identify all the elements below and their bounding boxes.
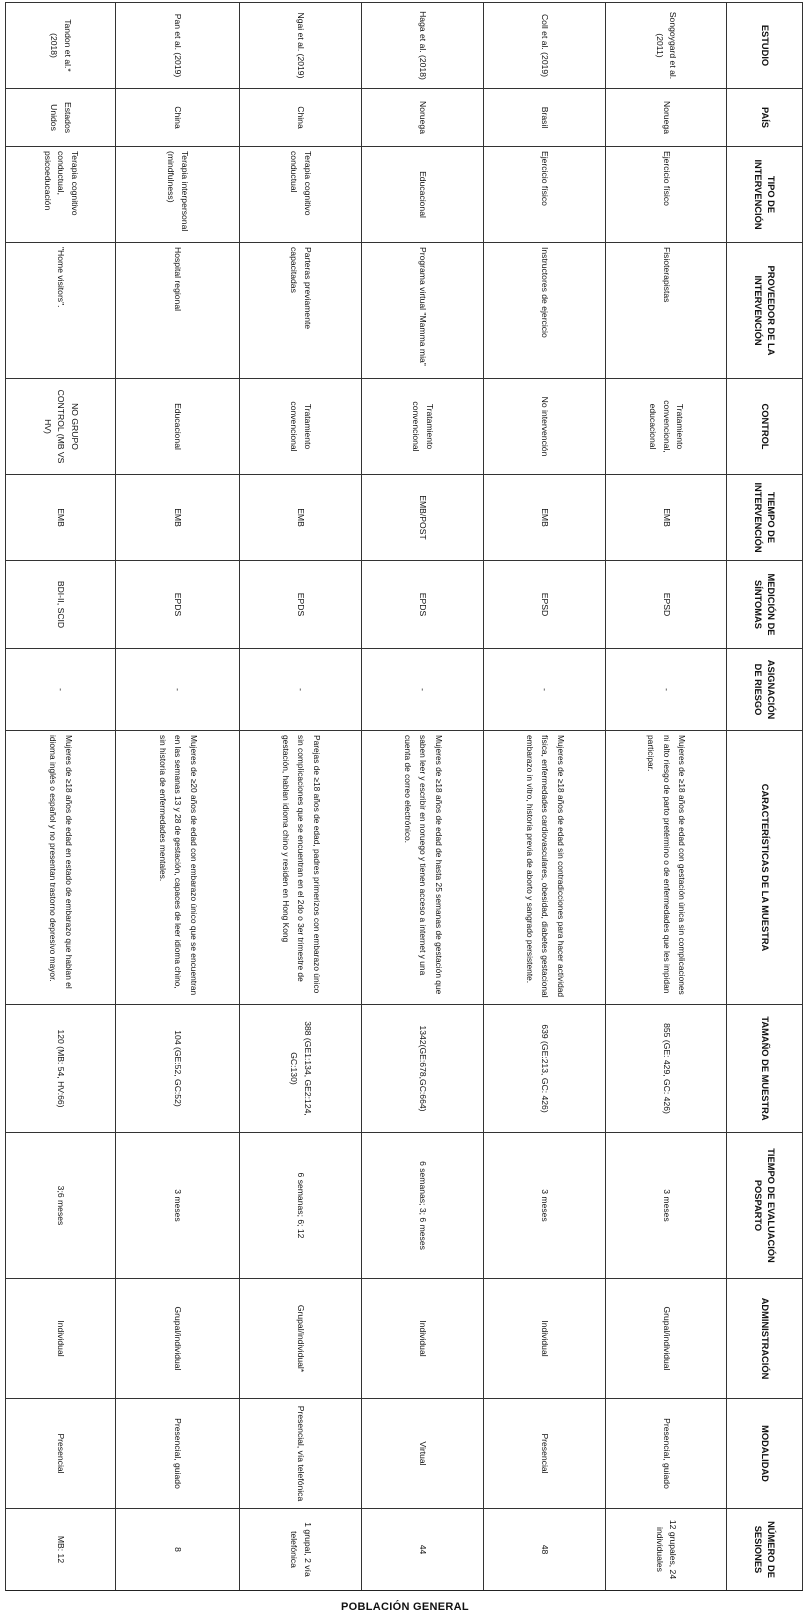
header-caracteristicas: CARACTERÍSTICAS DE LA MUESTRA — [727, 731, 803, 1005]
cell-medicion: EPDS — [362, 561, 484, 649]
cell-medicion: EPSD — [484, 561, 606, 649]
cell-medicion: EPDS — [116, 561, 240, 649]
cell-caracteristicas: Parejas de ≥18 años de edad, padres primerizos con embarazo único sin complicaciones que se encuentran en el 2do o 3er trimestre de gestación, hablan idioma chino y residen en Hong Kong — [240, 731, 362, 1005]
group-divider — [6, 1590, 803, 1591]
cell-proveedor: Instructores de ejercicio — [484, 243, 606, 379]
cell-tamano: 120 (MB: 54, HV:66) — [6, 1005, 116, 1133]
cell-pais: China — [116, 89, 240, 147]
cell-caracteristicas: Mujeres de ≥20 años de edad con embarazo único que se encuentran en las semanas 13 y 28 de gestación, capaces de leer idioma chino, sin historia de enfermedades mentales. — [116, 731, 240, 1005]
cell-tipo: Terapia cognitivo conductual — [240, 147, 362, 243]
cell-proveedor: Programa virtual "Mamma mia" — [362, 243, 484, 379]
cell-administracion: Individual — [362, 1279, 484, 1399]
cell-tiempo-intervencion: EMB — [606, 475, 727, 561]
table-row — [6, 3, 116, 1591]
table-row — [606, 3, 727, 1591]
cell-control: Tratamiento convencional, educacional — [606, 379, 727, 475]
header-administracion: ADMINISTRACIÓN — [727, 1279, 803, 1399]
table-row — [240, 3, 362, 1591]
cell-tamano: 855 (GE: 429, GC: 426) — [606, 1005, 727, 1133]
cell-pais: Noruega — [606, 89, 727, 147]
cell-sesiones: 8 — [116, 1509, 240, 1591]
cell-modalidad: Presencial, vía telefónica — [240, 1399, 362, 1509]
cell-tipo: Ejercicio físico — [606, 147, 727, 243]
cell-modalidad: Presencial — [484, 1399, 606, 1509]
cell-pais: China — [240, 89, 362, 147]
table-row — [116, 3, 240, 1591]
cell-caracteristicas: Mujeres de ≥18 años de edad sin contradicciones para hacer actividad física, enfermedades cardiovasculares, obesidad, diabetes gestacional embarazo in vitro, historia previa de aborto y sangrado persistente. — [484, 731, 606, 1005]
studies-table — [5, 2, 803, 1591]
group-label: POBLACIÓN GENERAL — [340, 1601, 469, 1613]
cell-control: Tratamiento convencional — [362, 379, 484, 475]
cell-control: No intervención — [484, 379, 606, 475]
cell-proveedor: Fisioterapistas — [606, 243, 727, 379]
cell-tiempo-intervencion: EMB — [240, 475, 362, 561]
table-row — [362, 3, 484, 1591]
cell-pais: Noruega — [362, 89, 484, 147]
cell-sesiones: 44 — [362, 1509, 484, 1591]
cell-administracion: Individual — [6, 1279, 116, 1399]
cell-tipo: Terapia interpersonal (mindfulness) — [116, 147, 240, 243]
cell-sesiones: 48 — [484, 1509, 606, 1591]
header-pais: PAÍS — [727, 89, 803, 147]
cell-asignacion: - — [6, 649, 116, 731]
cell-tiempo-evaluacion: 6 semanas; 6; 12 — [240, 1133, 362, 1279]
cell-medicion: EPDS — [240, 561, 362, 649]
cell-estudio: Tandon et al.* (2018) — [6, 3, 116, 89]
cell-asignacion: - — [606, 649, 727, 731]
header-proveedor: PROVEEDOR DE LA INTERVENCIÓN — [727, 243, 803, 379]
cell-sesiones: 12 grupales, 24 individuales — [606, 1509, 727, 1591]
cell-tiempo-evaluacion: 3 meses — [116, 1133, 240, 1279]
cell-tiempo-evaluacion: 3 meses — [484, 1133, 606, 1279]
cell-tipo: Educacional — [362, 147, 484, 243]
cell-tiempo-intervencion: EMB — [6, 475, 116, 561]
cell-estudio: Pan et al. (2019) — [116, 3, 240, 89]
cell-tamano: 104 (GE:52, GC:52) — [116, 1005, 240, 1133]
header-control: CONTROL — [727, 379, 803, 475]
cell-tipo: Ejercicio físico — [484, 147, 606, 243]
cell-estudio: Haga et al. (2018) — [362, 3, 484, 89]
cell-tamano: 1342(GE:678,GC:664) — [362, 1005, 484, 1133]
cell-control: Educacional — [116, 379, 240, 475]
cell-estudio: Coll et al. (2019) — [484, 3, 606, 89]
cell-asignacion: - — [240, 649, 362, 731]
cell-estudio: Ngai et al. (2019) — [240, 3, 362, 89]
cell-administracion: Grupal/individual — [116, 1279, 240, 1399]
cell-pais: Estados Unidos — [6, 89, 116, 147]
cell-tiempo-evaluacion: 6 semanas; 3; 6 meses — [362, 1133, 484, 1279]
cell-medicion: EPSD — [606, 561, 727, 649]
header-row — [727, 3, 803, 1591]
cell-estudio: Songoygard et al. (2011) — [606, 3, 727, 89]
cell-modalidad: Presencial, guiado — [606, 1399, 727, 1509]
cell-caracteristicas: Mujeres de ≥18 años de edad con gestación única sin complicaciones ni alto riesgo de parto pretérmino o de enfermedades que les impidan participar. — [606, 731, 727, 1005]
cell-caracteristicas: Mujeres de ≥18 años de edad en estado de embarazo que hablan el idioma inglés o español y no presentan trastorno depresivo mayor. — [6, 731, 116, 1005]
cell-proveedor: "Home visitors". — [6, 243, 116, 379]
header-asignacion: ASIGNACIÓN DE RIESGO — [727, 649, 803, 731]
cell-tiempo-evaluacion: 3;6 meses — [6, 1133, 116, 1279]
table-row — [484, 3, 606, 1591]
cell-proveedor: Parteras previamente capacitadas — [240, 243, 362, 379]
cell-asignacion: - — [116, 649, 240, 731]
header-medicion: MEDICIÓN DE SÍNTOMAS — [727, 561, 803, 649]
cell-control: NO GRUPO CONTROL (MB VS HV) — [6, 379, 116, 475]
header-sesiones: NÚMERO DE SESIONES — [727, 1509, 803, 1591]
cell-pais: Brasil — [484, 89, 606, 147]
cell-tiempo-intervencion: EMB — [484, 475, 606, 561]
header-tiempo-intervencion: TIEMPO DE INTERVENCIÓN — [727, 475, 803, 561]
cell-tiempo-intervencion: EMB — [116, 475, 240, 561]
cell-tipo: Terapia cognitivo conductual, psicoeducación — [6, 147, 116, 243]
cell-asignacion: - — [362, 649, 484, 731]
cell-tamano: 388 (GE1:134, GE2:124, GC:130) — [240, 1005, 362, 1133]
header-modalidad: MODALIDAD — [727, 1399, 803, 1509]
header-tiempo-evaluacion: TIEMPO DE EVALUACIÓN POSPARTO — [727, 1133, 803, 1279]
cell-modalidad: Virtual — [362, 1399, 484, 1509]
cell-proveedor: Hospital regional — [116, 243, 240, 379]
cell-modalidad: Presencial, guiado — [116, 1399, 240, 1509]
header-tamano: TAMAÑO DE MUESTRA — [727, 1005, 803, 1133]
header-tipo: TIPO DE INTERVENCIÓN — [727, 147, 803, 243]
header-estudio: ESTUDIO — [727, 3, 803, 89]
cell-caracteristicas: Mujeres de ≥18 años de edad de hasta 25 semanas de gestación que saben leer y escribir en noruego y tienen acceso a internet y una cuenta de correo electrónico. — [362, 731, 484, 1005]
cell-medicion: BDI-II, SCID — [6, 561, 116, 649]
cell-control: Tratamiento convencional — [240, 379, 362, 475]
cell-tiempo-intervencion: EMB/POST — [362, 475, 484, 561]
cell-administracion: Grupal/individual — [606, 1279, 727, 1399]
cell-tiempo-evaluacion: 3 meses — [606, 1133, 727, 1279]
cell-tamano: 639 (GE:213, GC: 426) — [484, 1005, 606, 1133]
cell-sesiones: 1 grupal, 2 vía telefónica — [240, 1509, 362, 1591]
cell-administracion: Grupal/individual* — [240, 1279, 362, 1399]
cell-modalidad: Presencial — [6, 1399, 116, 1509]
cell-sesiones: MB: 12 — [6, 1509, 116, 1591]
cell-administracion: Individual — [484, 1279, 606, 1399]
cell-asignacion: - — [484, 649, 606, 731]
